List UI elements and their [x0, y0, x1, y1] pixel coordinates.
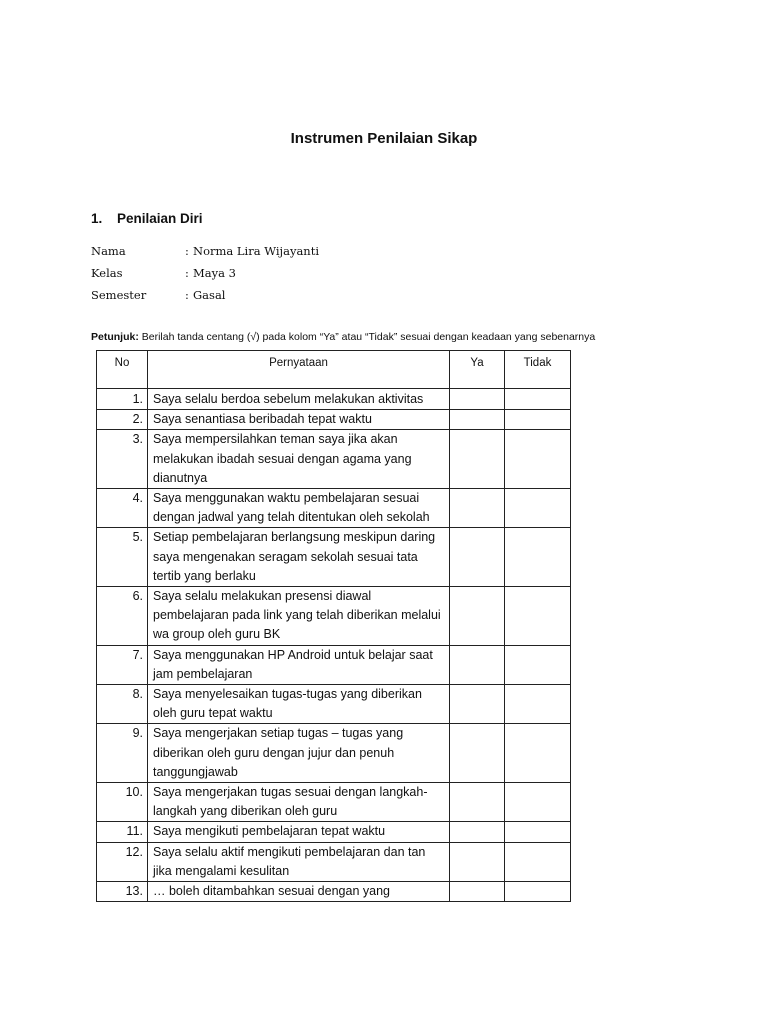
- document-title: Instrumen Penilaian Sikap: [290, 130, 478, 147]
- row-statement: Saya selalu melakukan presensi diawal pembelajaran pada link yang telah diberikan melalui wa group oleh guru BK: [148, 587, 450, 646]
- info-separator: :: [185, 288, 189, 302]
- section-label: Penilaian Diri: [117, 211, 203, 226]
- row-number: 7.: [97, 645, 148, 684]
- table-row: [97, 783, 571, 822]
- table-row: [97, 842, 571, 881]
- row-number: 13.: [97, 882, 148, 902]
- no-cell[interactable]: [505, 882, 571, 902]
- no-cell[interactable]: [505, 430, 571, 489]
- yes-cell[interactable]: [450, 410, 505, 430]
- info-value: Norma Lira Wijayanti: [193, 244, 320, 258]
- info-row-semester: [91, 288, 225, 302]
- yes-cell[interactable]: [450, 645, 505, 684]
- table-row: [97, 685, 571, 724]
- table-row: [97, 645, 571, 684]
- info-value: Maya 3: [193, 266, 236, 280]
- section-heading: [91, 211, 203, 226]
- table-row: [97, 410, 571, 430]
- no-cell[interactable]: [505, 842, 571, 881]
- row-number: 2.: [97, 410, 148, 430]
- yes-cell[interactable]: [450, 430, 505, 489]
- yes-cell[interactable]: [450, 724, 505, 783]
- row-number: 4.: [97, 489, 148, 528]
- row-number: 10.: [97, 783, 148, 822]
- no-cell[interactable]: [505, 822, 571, 842]
- table-row: [97, 528, 571, 587]
- row-number: 9.: [97, 724, 148, 783]
- yes-cell[interactable]: [450, 842, 505, 881]
- info-value: Gasal: [193, 288, 226, 302]
- row-statement: Saya menyelesaikan tugas-tugas yang diberikan oleh guru tepat waktu: [148, 685, 450, 724]
- no-cell[interactable]: [505, 410, 571, 430]
- no-cell[interactable]: [505, 724, 571, 783]
- row-statement: Saya mengerjakan setiap tugas – tugas yang diberikan oleh guru dengan jujur dan penuh tanggungjawab: [148, 724, 450, 783]
- header-statement: Pernyataan: [148, 351, 450, 389]
- yes-cell[interactable]: [450, 528, 505, 587]
- row-number: 12.: [97, 842, 148, 881]
- row-number: 8.: [97, 685, 148, 724]
- row-number: 5.: [97, 528, 148, 587]
- instruction-body: Berilah tanda centang (√) pada kolom “Ya” atau “Tidak” sesuai dengan keadaan yang sebenarnya: [138, 331, 596, 343]
- table-row: [97, 389, 571, 410]
- info-separator: :: [185, 266, 189, 280]
- info-label: Nama: [91, 244, 126, 258]
- info-separator: :: [185, 244, 189, 258]
- info-row-name: [91, 244, 319, 258]
- no-cell[interactable]: [505, 783, 571, 822]
- yes-cell[interactable]: [450, 882, 505, 902]
- table-row: [97, 430, 571, 489]
- row-statement: Saya mempersilahkan teman saya jika akan melakukan ibadah sesuai dengan agama yang dianutnya: [148, 430, 450, 489]
- header-yes: Ya: [450, 351, 505, 389]
- row-statement: Saya mengikuti pembelajaran tepat waktu: [148, 822, 450, 842]
- row-statement: … boleh ditambahkan sesuai dengan yang: [148, 882, 450, 902]
- header-no: No: [97, 351, 148, 389]
- row-statement: Saya selalu aktif mengikuti pembelajaran dan tan jika mengalami kesulitan: [148, 842, 450, 881]
- row-statement: Setiap pembelajaran berlangsung meskipun daring saya mengenakan seragam sekolah sesuai tata tertib yang berlaku: [148, 528, 450, 587]
- no-cell[interactable]: [505, 489, 571, 528]
- info-row-class: [91, 266, 236, 280]
- yes-cell[interactable]: [450, 685, 505, 724]
- row-statement: Saya menggunakan waktu pembelajaran sesuai dengan jadwal yang telah ditentukan oleh sekolah: [148, 489, 450, 528]
- yes-cell[interactable]: [450, 389, 505, 410]
- no-cell[interactable]: [505, 587, 571, 646]
- no-cell[interactable]: [505, 528, 571, 587]
- table-row: [97, 822, 571, 842]
- yes-cell[interactable]: [450, 783, 505, 822]
- no-cell[interactable]: [505, 389, 571, 410]
- table-row: [97, 724, 571, 783]
- no-cell[interactable]: [505, 685, 571, 724]
- row-number: 6.: [97, 587, 148, 646]
- row-number: 3.: [97, 430, 148, 489]
- row-number: 1.: [97, 389, 148, 410]
- row-statement: Saya mengerjakan tugas sesuai dengan langkah-langkah yang diberikan oleh guru: [148, 783, 450, 822]
- instruction-text: [91, 331, 595, 343]
- row-statement: Saya menggunakan HP Android untuk belajar saat jam pembelajaran: [148, 645, 450, 684]
- yes-cell[interactable]: [450, 587, 505, 646]
- table-row: [97, 882, 571, 902]
- table-row: [97, 489, 571, 528]
- row-statement: Saya selalu berdoa sebelum melakukan aktivitas: [148, 389, 450, 410]
- yes-cell[interactable]: [450, 822, 505, 842]
- table-row: [97, 587, 571, 646]
- instruction-label: Petunjuk:: [91, 331, 139, 343]
- assessment-table: [96, 350, 571, 902]
- info-label: Semester: [91, 288, 147, 302]
- row-number: 11.: [97, 822, 148, 842]
- table-header-row: [97, 351, 571, 389]
- row-statement: Saya senantiasa beribadah tepat waktu: [148, 410, 450, 430]
- section-number: 1.: [91, 211, 103, 226]
- header-no-col: Tidak: [505, 351, 571, 389]
- no-cell[interactable]: [505, 645, 571, 684]
- yes-cell[interactable]: [450, 489, 505, 528]
- info-label: Kelas: [91, 266, 123, 280]
